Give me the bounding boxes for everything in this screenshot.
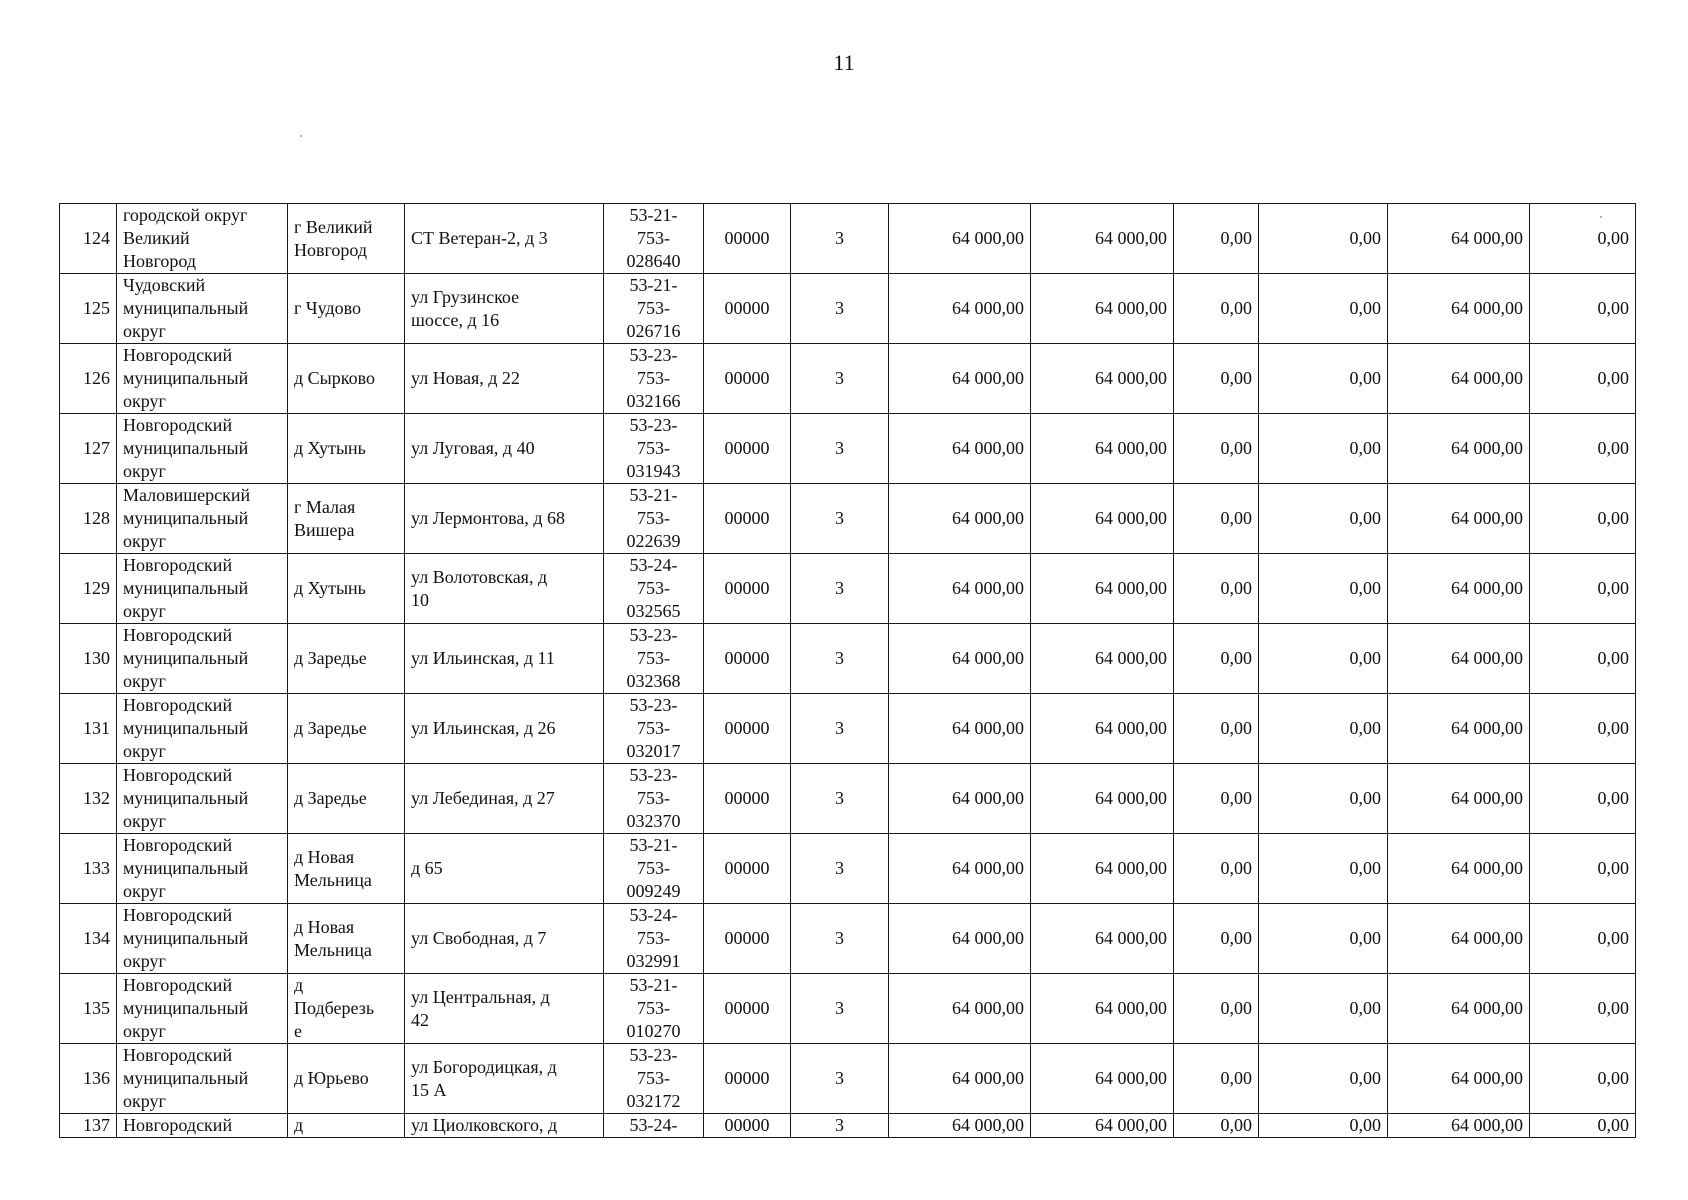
- table-row: [60, 834, 1636, 904]
- page-number: 11: [833, 50, 855, 75]
- amount-col5-cell: 64 000,00: [1388, 554, 1530, 624]
- amount-col6-cell: 0,00: [1530, 904, 1636, 974]
- district-cell: Маловишерский муниципальный округ: [117, 484, 288, 554]
- record-id-cell: 53-21- 753- 028640: [604, 204, 704, 274]
- code-cell: 00000: [704, 554, 791, 624]
- table-row: [60, 624, 1636, 694]
- settlement-cell: д Подберезь е: [288, 974, 405, 1044]
- district-cell: Новгородский: [117, 1114, 288, 1138]
- amount-col5-cell: 64 000,00: [1388, 974, 1530, 1044]
- code-cell: 00000: [704, 414, 791, 484]
- address-cell: ул Богородицкая, д 15 А: [405, 1044, 604, 1114]
- amount-col6-cell: 0,00: [1530, 624, 1636, 694]
- amount-col3-cell: 0,00: [1174, 1114, 1259, 1138]
- code-cell: 00000: [704, 1044, 791, 1114]
- settlement-cell: д Хутынь: [288, 414, 405, 484]
- scan-speck: [300, 135, 302, 137]
- record-id-cell: 53-21- 753- 010270: [604, 974, 704, 1044]
- address-cell: д 65: [405, 834, 604, 904]
- amount-col3-cell: 0,00: [1174, 904, 1259, 974]
- table-row: [60, 274, 1636, 344]
- category-cell: 3: [791, 344, 889, 414]
- row-number: 131: [60, 694, 117, 764]
- category-cell: 3: [791, 694, 889, 764]
- code-cell: 00000: [704, 204, 791, 274]
- table-row: [60, 204, 1636, 274]
- amount-col3-cell: 0,00: [1174, 834, 1259, 904]
- table-row: [60, 1044, 1636, 1114]
- district-cell: Новгородский муниципальный округ: [117, 904, 288, 974]
- settlement-cell: д Заредье: [288, 624, 405, 694]
- row-number: 129: [60, 554, 117, 624]
- category-cell: 3: [791, 1044, 889, 1114]
- address-cell: ул Новая, д 22: [405, 344, 604, 414]
- amount-total-cell: 64 000,00: [889, 764, 1031, 834]
- amount-col3-cell: 0,00: [1174, 344, 1259, 414]
- address-cell: ул Лебединая, д 27: [405, 764, 604, 834]
- table-row: [60, 694, 1636, 764]
- record-id-cell: 53-21- 753- 026716: [604, 274, 704, 344]
- amount-col6-cell: 0,00: [1530, 834, 1636, 904]
- amount-col5-cell: 64 000,00: [1388, 1044, 1530, 1114]
- amount-allocated-cell: 64 000,00: [1031, 414, 1174, 484]
- amount-col6-cell: 0,00: [1530, 694, 1636, 764]
- record-id-cell: 53-24-: [604, 1114, 704, 1138]
- amount-col5-cell: 64 000,00: [1388, 904, 1530, 974]
- amount-col4-cell: 0,00: [1259, 414, 1388, 484]
- row-number: 137: [60, 1114, 117, 1138]
- code-cell: 00000: [704, 974, 791, 1044]
- amount-col3-cell: 0,00: [1174, 764, 1259, 834]
- code-cell: 00000: [704, 1114, 791, 1138]
- amount-col3-cell: 0,00: [1174, 274, 1259, 344]
- amount-allocated-cell: 64 000,00: [1031, 834, 1174, 904]
- record-id-cell: 53-23- 753- 032370: [604, 764, 704, 834]
- amount-col3-cell: 0,00: [1174, 414, 1259, 484]
- category-cell: 3: [791, 904, 889, 974]
- row-number: 128: [60, 484, 117, 554]
- address-cell: ул Свободная, д 7: [405, 904, 604, 974]
- district-cell: городской округ Великий Новгород: [117, 204, 288, 274]
- table-row: [60, 904, 1636, 974]
- amount-allocated-cell: 64 000,00: [1031, 344, 1174, 414]
- category-cell: 3: [791, 834, 889, 904]
- record-id-cell: 53-23- 753- 032017: [604, 694, 704, 764]
- amount-col5-cell: 64 000,00: [1388, 274, 1530, 344]
- table-body: [60, 204, 1636, 1138]
- records-table: [59, 203, 1636, 1138]
- table-row: [60, 414, 1636, 484]
- amount-col4-cell: 0,00: [1259, 344, 1388, 414]
- amount-allocated-cell: 64 000,00: [1031, 904, 1174, 974]
- amount-col4-cell: 0,00: [1259, 764, 1388, 834]
- district-cell: Новгородский муниципальный округ: [117, 974, 288, 1044]
- code-cell: 00000: [704, 484, 791, 554]
- amount-total-cell: 64 000,00: [889, 624, 1031, 694]
- amount-col3-cell: 0,00: [1174, 624, 1259, 694]
- amount-col3-cell: 0,00: [1174, 974, 1259, 1044]
- amount-col4-cell: 0,00: [1259, 624, 1388, 694]
- code-cell: 00000: [704, 344, 791, 414]
- record-id-cell: 53-23- 753- 032172: [604, 1044, 704, 1114]
- table-row: [60, 974, 1636, 1044]
- category-cell: 3: [791, 624, 889, 694]
- row-number: 125: [60, 274, 117, 344]
- amount-col6-cell: 0,00: [1530, 1044, 1636, 1114]
- record-id-cell: 53-23- 753- 032166: [604, 344, 704, 414]
- amount-col5-cell: 64 000,00: [1388, 694, 1530, 764]
- amount-total-cell: 64 000,00: [889, 344, 1031, 414]
- amount-col4-cell: 0,00: [1259, 1044, 1388, 1114]
- amount-col4-cell: 0,00: [1259, 554, 1388, 624]
- record-id-cell: 53-21- 753- 022639: [604, 484, 704, 554]
- address-cell: ул Луговая, д 40: [405, 414, 604, 484]
- row-number: 134: [60, 904, 117, 974]
- amount-col3-cell: 0,00: [1174, 1044, 1259, 1114]
- amount-col5-cell: 64 000,00: [1388, 764, 1530, 834]
- amount-total-cell: 64 000,00: [889, 554, 1031, 624]
- amount-col4-cell: 0,00: [1259, 1114, 1388, 1138]
- row-number: 127: [60, 414, 117, 484]
- table-row: [60, 554, 1636, 624]
- amount-col5-cell: 64 000,00: [1388, 1114, 1530, 1138]
- table-row: [60, 1114, 1636, 1138]
- amount-col4-cell: 0,00: [1259, 904, 1388, 974]
- row-number: 133: [60, 834, 117, 904]
- amount-total-cell: 64 000,00: [889, 414, 1031, 484]
- code-cell: 00000: [704, 274, 791, 344]
- address-cell: ул Грузинское шоссе, д 16: [405, 274, 604, 344]
- amount-col5-cell: 64 000,00: [1388, 484, 1530, 554]
- amount-col4-cell: 0,00: [1259, 834, 1388, 904]
- code-cell: 00000: [704, 764, 791, 834]
- district-cell: Новгородский муниципальный округ: [117, 1044, 288, 1114]
- amount-total-cell: 64 000,00: [889, 974, 1031, 1044]
- address-cell: ул Циолковского, д: [405, 1114, 604, 1138]
- category-cell: 3: [791, 764, 889, 834]
- settlement-cell: г Малая Вишера: [288, 484, 405, 554]
- row-number: 130: [60, 624, 117, 694]
- district-cell: Новгородский муниципальный округ: [117, 764, 288, 834]
- row-number: 136: [60, 1044, 117, 1114]
- settlement-cell: д Новая Мельница: [288, 904, 405, 974]
- amount-total-cell: 64 000,00: [889, 834, 1031, 904]
- address-cell: ул Центральная, д 42: [405, 974, 604, 1044]
- amount-allocated-cell: 64 000,00: [1031, 274, 1174, 344]
- district-cell: Новгородский муниципальный округ: [117, 834, 288, 904]
- settlement-cell: д Сырково: [288, 344, 405, 414]
- amount-col4-cell: 0,00: [1259, 694, 1388, 764]
- category-cell: 3: [791, 274, 889, 344]
- settlement-cell: г Чудово: [288, 274, 405, 344]
- code-cell: 00000: [704, 694, 791, 764]
- row-number: 124: [60, 204, 117, 274]
- record-id-cell: 53-24- 753- 032991: [604, 904, 704, 974]
- code-cell: 00000: [704, 904, 791, 974]
- district-cell: Чудовский муниципальный округ: [117, 274, 288, 344]
- row-number: 132: [60, 764, 117, 834]
- amount-allocated-cell: 64 000,00: [1031, 204, 1174, 274]
- amount-col5-cell: 64 000,00: [1388, 624, 1530, 694]
- amount-allocated-cell: 64 000,00: [1031, 484, 1174, 554]
- amount-col6-cell: 0,00: [1530, 1114, 1636, 1138]
- category-cell: 3: [791, 1114, 889, 1138]
- table-row: [60, 484, 1636, 554]
- district-cell: Новгородский муниципальный округ: [117, 414, 288, 484]
- amount-total-cell: 64 000,00: [889, 484, 1031, 554]
- amount-col3-cell: 0,00: [1174, 694, 1259, 764]
- amount-allocated-cell: 64 000,00: [1031, 694, 1174, 764]
- record-id-cell: 53-24- 753- 032565: [604, 554, 704, 624]
- amount-col6-cell: 0,00: [1530, 274, 1636, 344]
- table-row: [60, 344, 1636, 414]
- address-cell: СТ Ветеран-2, д 3: [405, 204, 604, 274]
- amount-total-cell: 64 000,00: [889, 694, 1031, 764]
- settlement-cell: д Заредье: [288, 764, 405, 834]
- district-cell: Новгородский муниципальный округ: [117, 624, 288, 694]
- record-id-cell: 53-21- 753- 009249: [604, 834, 704, 904]
- category-cell: 3: [791, 414, 889, 484]
- amount-col6-cell: 0,00: [1530, 414, 1636, 484]
- category-cell: 3: [791, 204, 889, 274]
- address-cell: ул Лермонтова, д 68: [405, 484, 604, 554]
- amount-col6-cell: 0,00: [1530, 764, 1636, 834]
- table-row: [60, 764, 1636, 834]
- settlement-cell: г Великий Новгород: [288, 204, 405, 274]
- amount-col5-cell: 64 000,00: [1388, 204, 1530, 274]
- amount-col3-cell: 0,00: [1174, 554, 1259, 624]
- address-cell: ул Волотовская, д 10: [405, 554, 604, 624]
- amount-allocated-cell: 64 000,00: [1031, 974, 1174, 1044]
- amount-col4-cell: 0,00: [1259, 274, 1388, 344]
- settlement-cell: д Хутынь: [288, 554, 405, 624]
- amount-allocated-cell: 64 000,00: [1031, 764, 1174, 834]
- amount-col4-cell: 0,00: [1259, 484, 1388, 554]
- row-number: 135: [60, 974, 117, 1044]
- amount-col4-cell: 0,00: [1259, 204, 1388, 274]
- amount-total-cell: 64 000,00: [889, 1044, 1031, 1114]
- amount-col6-cell: 0,00: [1530, 344, 1636, 414]
- amount-allocated-cell: 64 000,00: [1031, 554, 1174, 624]
- address-cell: ул Ильинская, д 11: [405, 624, 604, 694]
- row-number: 126: [60, 344, 117, 414]
- code-cell: 00000: [704, 834, 791, 904]
- amount-total-cell: 64 000,00: [889, 1114, 1031, 1138]
- category-cell: 3: [791, 974, 889, 1044]
- amount-total-cell: 64 000,00: [889, 274, 1031, 344]
- settlement-cell: д Юрьево: [288, 1044, 405, 1114]
- amount-col6-cell: 0,00: [1530, 974, 1636, 1044]
- amount-allocated-cell: 64 000,00: [1031, 1044, 1174, 1114]
- district-cell: Новгородский муниципальный округ: [117, 344, 288, 414]
- amount-col5-cell: 64 000,00: [1388, 834, 1530, 904]
- amount-allocated-cell: 64 000,00: [1031, 1114, 1174, 1138]
- amount-total-cell: 64 000,00: [889, 204, 1031, 274]
- amount-total-cell: 64 000,00: [889, 904, 1031, 974]
- category-cell: 3: [791, 554, 889, 624]
- amount-col5-cell: 64 000,00: [1388, 344, 1530, 414]
- district-cell: Новгородский муниципальный округ: [117, 554, 288, 624]
- amount-col6-cell: 0,00: [1530, 554, 1636, 624]
- amount-col3-cell: 0,00: [1174, 204, 1259, 274]
- amount-allocated-cell: 64 000,00: [1031, 624, 1174, 694]
- settlement-cell: д Новая Мельница: [288, 834, 405, 904]
- amount-col5-cell: 64 000,00: [1388, 414, 1530, 484]
- code-cell: 00000: [704, 624, 791, 694]
- record-id-cell: 53-23- 753- 032368: [604, 624, 704, 694]
- amount-col6-cell: 0,00: [1530, 204, 1636, 274]
- settlement-cell: д: [288, 1114, 405, 1138]
- amount-col3-cell: 0,00: [1174, 484, 1259, 554]
- district-cell: Новгородский муниципальный округ: [117, 694, 288, 764]
- category-cell: 3: [791, 484, 889, 554]
- amount-col4-cell: 0,00: [1259, 974, 1388, 1044]
- record-id-cell: 53-23- 753- 031943: [604, 414, 704, 484]
- settlement-cell: д Заредье: [288, 694, 405, 764]
- amount-col6-cell: 0,00: [1530, 484, 1636, 554]
- address-cell: ул Ильинская, д 26: [405, 694, 604, 764]
